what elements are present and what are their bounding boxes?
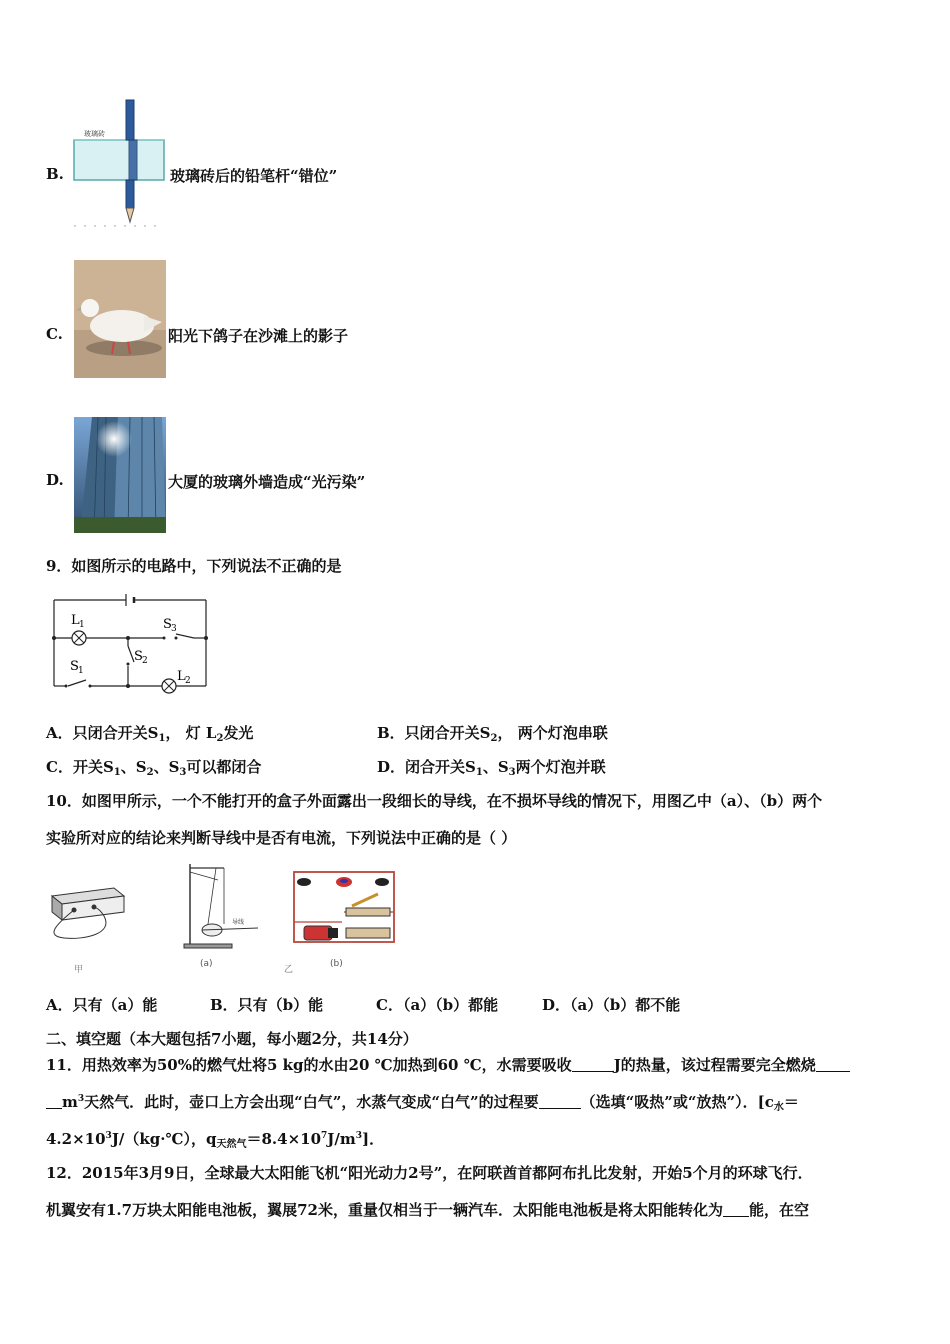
label-s1-sub: 1 xyxy=(78,666,84,676)
glass-brick-label: 玻璃砖 xyxy=(84,130,105,138)
q10-stem-line2: 实验所对应的结论来判断导线中是否有电流，下列说法中正确的是（ ） xyxy=(46,829,517,847)
label-l2-sub: 2 xyxy=(185,676,191,686)
q10-figure-b xyxy=(282,866,400,976)
label-s3-sub: 3 xyxy=(171,624,177,634)
q9-stem: 9．如图所示的电路中，下列说法不正确的是 xyxy=(46,557,342,575)
label-l1-sub: 1 xyxy=(79,620,85,630)
option-c-letter: C. xyxy=(46,325,63,343)
glass-brick-pencil-figure xyxy=(66,96,172,230)
q11-line3: $4.2\times 10^3J/(kg\cdot℃)$，$q_{天然气}=8.4\times 10^7J/m^3$]． xyxy=(46,1130,385,1150)
q9-option-c: C．开关$S_1$、$S_2$、$S_3$可以都闭合 xyxy=(46,758,262,778)
q10-figure-jia xyxy=(44,876,130,976)
q11-blank-1[interactable] xyxy=(572,1057,614,1072)
q10-option-b: B．只有（b）能 xyxy=(210,996,324,1014)
label-s1: S xyxy=(70,659,79,674)
q11-blank-2-cont[interactable] xyxy=(46,1094,62,1109)
q9-option-d: D．闭合开关$S_1$、$S_3$两个灯泡并联 xyxy=(377,758,606,778)
label-a: (a) xyxy=(200,959,213,969)
q11-line2: $m^3$天然气．此时，壶口上方会出现“白气”，水蒸气变成“白气”的过程要 （选填“吸热”或“放热”）．[$c_水=$ xyxy=(46,1091,799,1113)
glass-building-photo xyxy=(74,417,166,533)
label-l2: L xyxy=(177,669,186,684)
q10-option-a: A．只有（a）能 xyxy=(46,996,158,1014)
q11-blank-2[interactable] xyxy=(816,1057,850,1072)
q11-blank-3[interactable] xyxy=(539,1094,581,1109)
q10-option-c: C．（a）（b）都能 xyxy=(376,996,499,1014)
section-2-title: 二、填空题（本大题包括7小题，每小题2分，共14分） xyxy=(46,1030,418,1048)
q9-option-a: A．只闭合开关$S_1$， 灯 $L_2$发光 xyxy=(46,724,254,744)
option-b-text: 玻璃砖后的铅笔杆“错位” xyxy=(170,167,338,185)
dove-shadow-photo xyxy=(74,260,166,378)
q12-blank-1[interactable] xyxy=(723,1202,749,1217)
label-s2: S xyxy=(134,649,143,664)
q10-option-d: D．（a）（b）都不能 xyxy=(542,996,681,1014)
q10-figure-a xyxy=(176,858,266,974)
q12-line1: 12．2015年3月9日，全球最大太阳能飞机“阳光动力2号”，在阿联酋首都阿布扎比发射，开始5个月的环球飞行． xyxy=(46,1164,813,1182)
label-jia: 甲 xyxy=(74,965,84,975)
label-s3: S xyxy=(163,617,172,632)
option-c-text: 阳光下鸽子在沙滩上的影子 xyxy=(168,327,349,345)
q10-stem-line1: 10．如图甲所示，一个不能打开的盒子外面露出一段细长的导线，在不损坏导线的情况下，用图乙中（a）、（b）两个 xyxy=(46,792,823,810)
option-d-letter: D. xyxy=(46,471,64,489)
label-yi: 乙 xyxy=(284,965,294,975)
option-b-letter: B. xyxy=(46,165,64,183)
option-d-text: 大厦的玻璃外墙造成“光污染” xyxy=(168,473,366,491)
label-l1: L xyxy=(71,613,80,628)
label-wire: 导线 xyxy=(232,919,245,926)
label-b: (b) xyxy=(330,959,343,969)
q9-circuit-diagram xyxy=(46,588,216,694)
label-s2-sub: 2 xyxy=(142,656,148,666)
q11-line1: 11．用热效率为50%的燃气灶将5 kg的水由20 ℃加热到60 ℃，水需要吸收 J的热量，该过程需要完全燃烧 xyxy=(46,1054,850,1075)
q9-option-b: B．只闭合开关$S_2$， 两个灯泡串联 xyxy=(377,724,608,744)
q12-line2: 机翼安有1.7万块太阳能电池板，翼展72米，重量仅相当于一辆汽车．太阳能电池板是将太阳能转化为 能，在空 xyxy=(46,1201,809,1219)
